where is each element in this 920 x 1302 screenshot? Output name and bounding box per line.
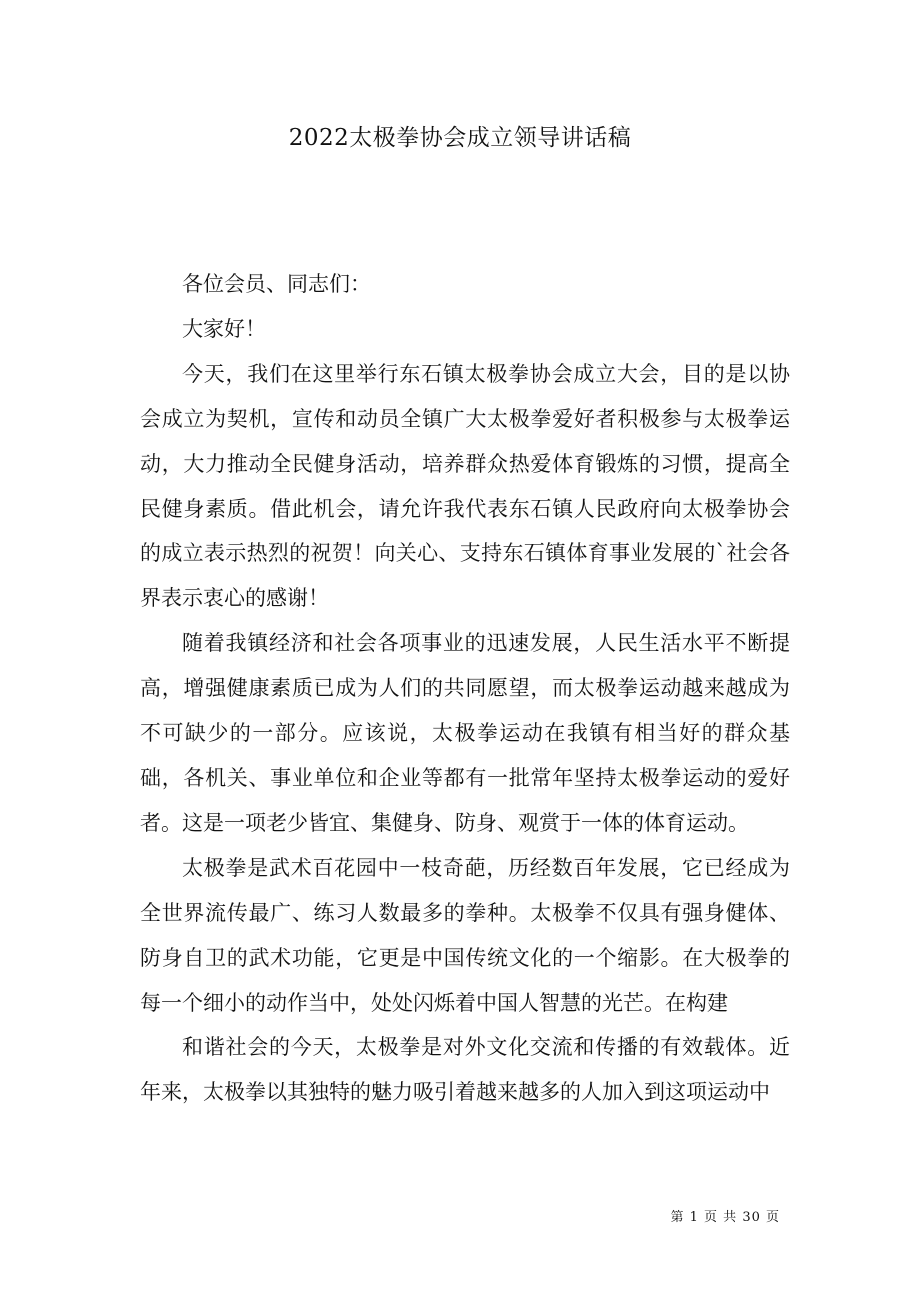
paragraph-development: 随着我镇经济和社会各项事业的迅速发展，人民生活水平不断提高，增强健康素质已成为人们的共同愿望，而太极拳运动越来越成为不可缺少的一部分。应该说，太极拳运动在我镇有相当好的群众基础，各机关、事业单位和企业等都有一批常年坚持太极拳运动的爱好者。这是一项老少皆宜、集健身、防身、观赏于一体的体育运动。	[140, 631, 790, 835]
paragraph-greeting: 大家好！	[182, 316, 266, 341]
page-number: 第 1 页 共 30 页	[670, 1210, 780, 1225]
paragraph-taichi-culture: 太极拳是武术百花园中一枝奇葩，历经数百年发展，它已经成为全世界流传最广、练习人数最多的拳种。太极拳不仅具有强身健体、防身自卫的武术功能，它更是中国传统文化的一个缩影。在大极拳的每一个细小的动作当中，处处闪烁着中国人智慧的光芒。在构建	[140, 855, 790, 1015]
paragraph-salutation: 各位会员、同志们：	[182, 272, 371, 296]
document-title: 2022太极拳协会成立领导讲话稿	[288, 125, 632, 151]
paragraph-harmony: 和谐社会的今天，太极拳是对外文化交流和传播的有效载体。近年来，太极拳以其独特的魅力吸引着越来越多的人加入到这项运动中	[140, 1035, 790, 1105]
document-body	[140, 262, 790, 1115]
paragraph-opening: 今天，我们在这里举行东石镇太极拳协会成立大会，目的是以协会成立为契机，宣传和动员全镇广大太极拳爱好者积极参与太极拳运动，大力推动全民健身活动，培养群众热爱体育锻炼的习惯，提高全民健身素质。借此机会，请允许我代表东石镇人民政府向太极拳协会的成立表示热烈的祝贺！向关心、支持东石镇体育事业发展的`社会各界表示衷心的感谢！	[140, 361, 790, 611]
